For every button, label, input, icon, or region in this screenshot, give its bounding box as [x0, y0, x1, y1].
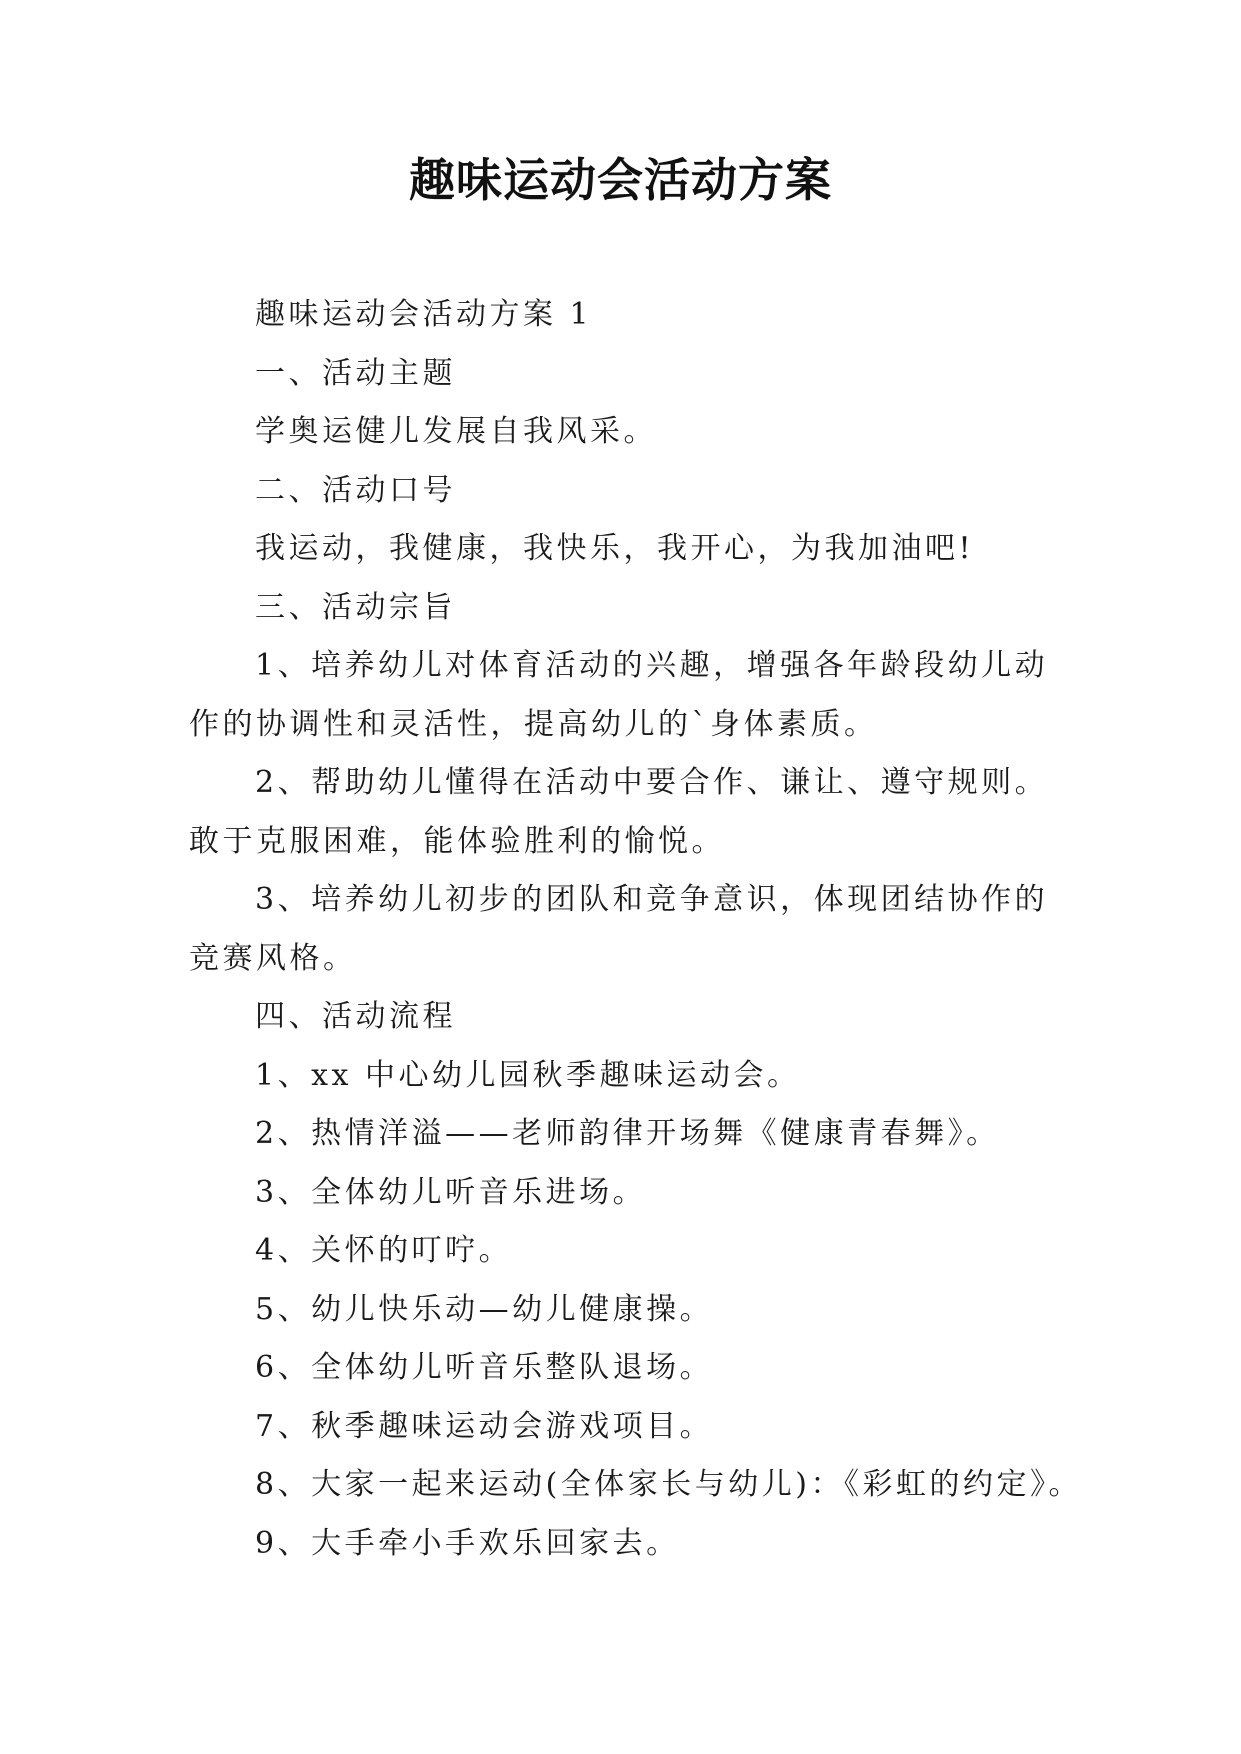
process-item: 1、xx 中心幼儿园秋季趣味运动会。: [255, 1057, 801, 1093]
purpose-item: 3、培养幼儿初步的团队和竞争意识，体现团结协作的竞赛风格。: [189, 882, 1049, 976]
process-item: 4、关怀的叮咛。: [255, 1233, 513, 1268]
heading-process: 四、活动流程: [255, 999, 456, 1034]
document-title: 趣味运动会活动方案: [409, 153, 832, 207]
section-heading: 趣味运动会活动方案 1: [255, 297, 593, 332]
document-body: [189, 286, 1082, 1573]
heading-purpose: 三、活动宗旨: [255, 589, 456, 625]
process-item: 9、大手牵小手欢乐回家去。: [255, 1525, 680, 1561]
heading-slogan: 二、活动口号: [255, 472, 456, 508]
paragraph-theme: 学奥运健儿发展自我风采。: [255, 414, 657, 449]
process-item: 6、全体幼儿听音乐整队退场。: [255, 1350, 714, 1385]
process-item: 8、大家一起来运动(全体家长与幼儿)：《彩虹的约定》。: [255, 1467, 1082, 1502]
purpose-item: 2、帮助幼儿懂得在活动中要合作、谦让、遵守规则。敢于克服困难，能体验胜利的愉悦。: [189, 765, 1049, 859]
purpose-item: 1、培养幼儿对体育活动的兴趣，增强各年龄段幼儿动作的协调性和灵活性，提高幼儿的`身体素质。: [189, 648, 1049, 742]
paragraph-slogan: 我运动，我健康，我快乐，我开心，为我加油吧!: [255, 531, 975, 566]
process-item: 5、幼儿快乐动—幼儿健康操。: [255, 1291, 714, 1327]
heading-theme: 一、活动主题: [255, 355, 456, 391]
process-item: 2、热情洋溢——老师韵律开场舞《健康青春舞》。: [255, 1116, 1000, 1151]
process-item: 7、秋季趣味运动会游戏项目。: [255, 1408, 714, 1444]
process-item: 3、全体幼儿听音乐进场。: [255, 1174, 647, 1210]
